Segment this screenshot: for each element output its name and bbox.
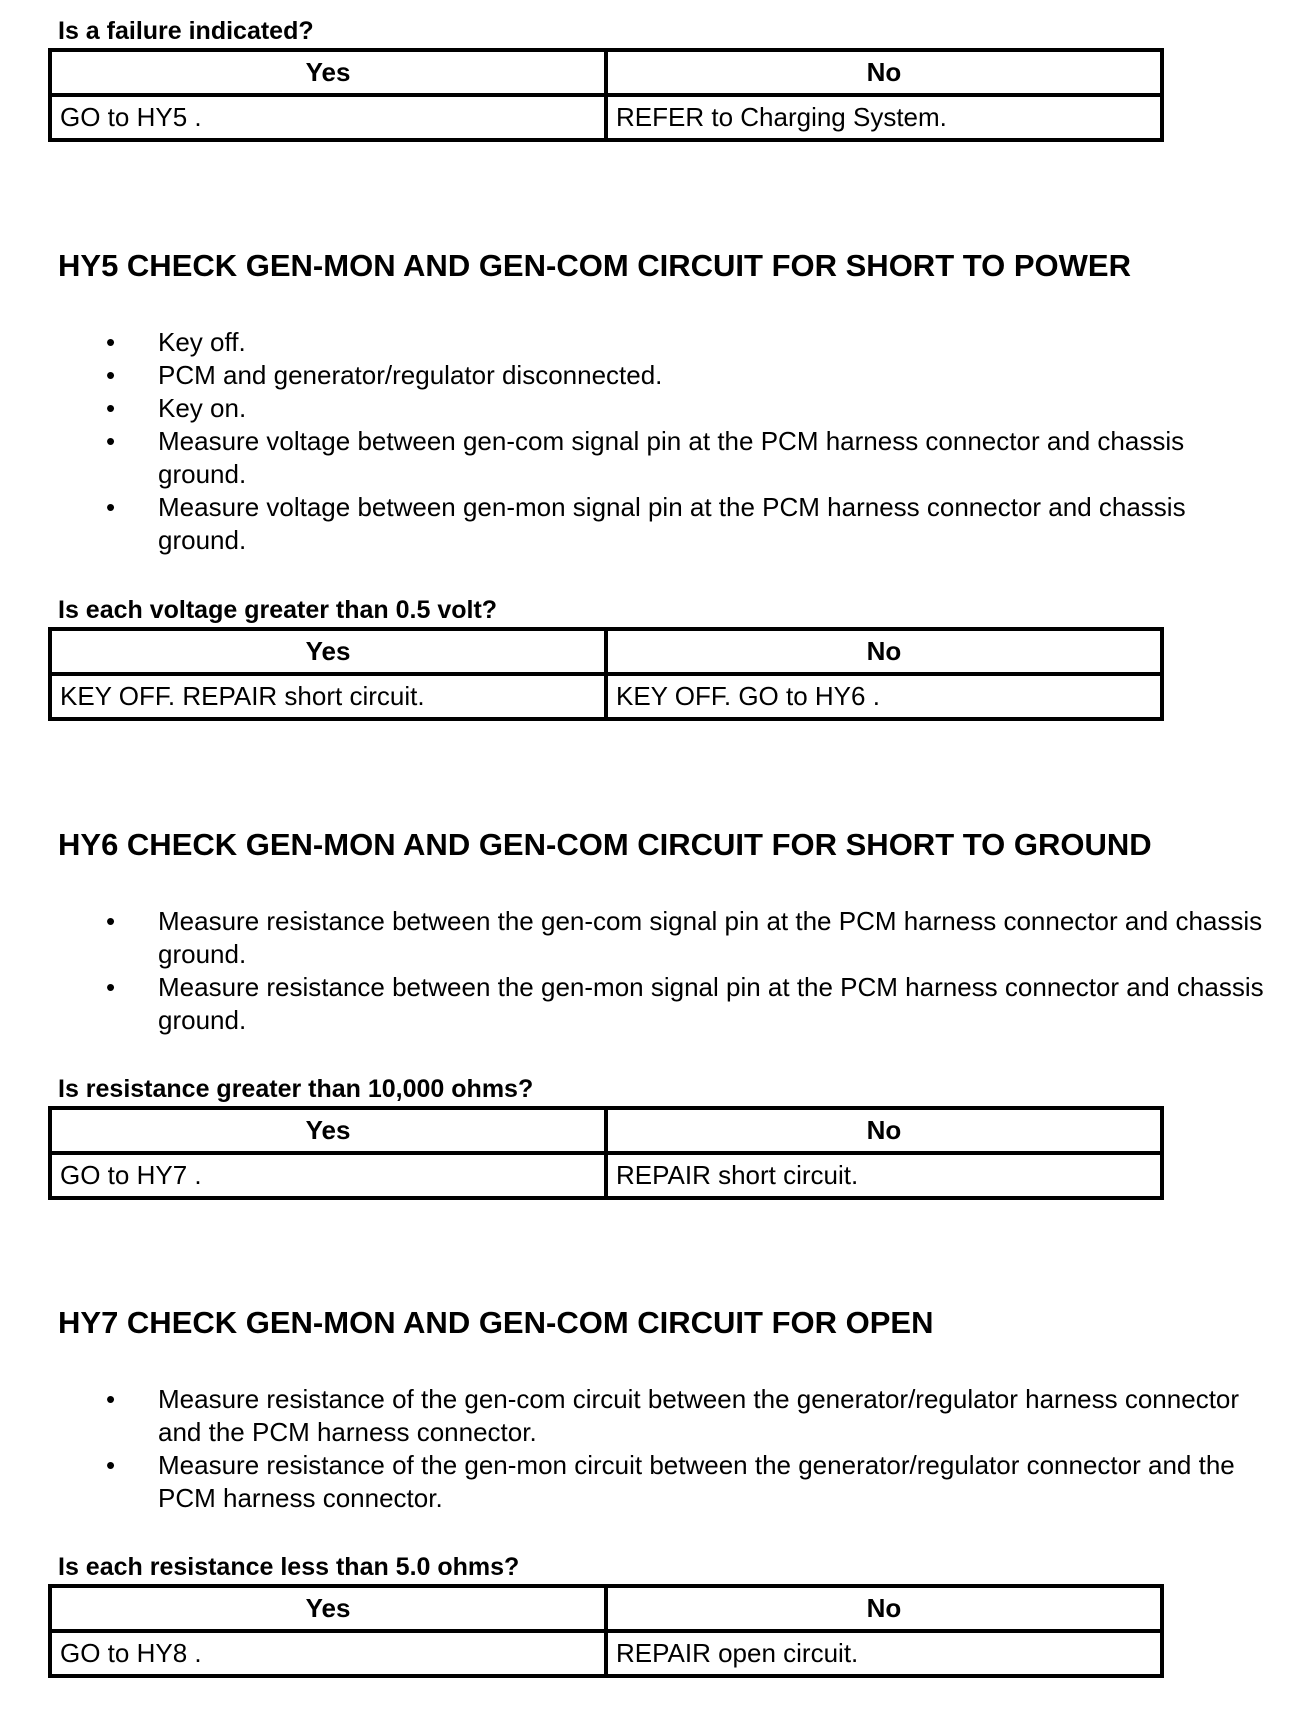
question-voltage: Is each voltage greater than 0.5 volt?	[58, 596, 498, 624]
steps-hy7	[98, 1383, 1268, 1515]
step-item: • Measure resistance of the gen-mon circuit between the generator/regulator connector and the PCM harness connector.	[98, 1449, 1268, 1515]
no-header: No	[606, 1586, 1162, 1631]
steps-hy6	[98, 905, 1268, 1037]
yes-header: Yes	[50, 629, 606, 674]
no-action: REPAIR short circuit.	[606, 1153, 1162, 1198]
no-action: REFER to Charging System.	[606, 95, 1162, 140]
yes-header: Yes	[50, 1108, 606, 1153]
no-action: KEY OFF. GO to HY6 .	[606, 674, 1162, 719]
step-item: • Measure voltage between gen-mon signal pin at the PCM harness connector and chassis ground.	[98, 491, 1268, 557]
yes-action: KEY OFF. REPAIR short circuit.	[50, 674, 606, 719]
step-item: • Measure resistance of the gen-com circuit between the generator/regulator harness connector and the PCM harness connector.	[98, 1383, 1268, 1449]
step-item: • Measure voltage between gen-com signal pin at the PCM harness connector and chassis ground.	[98, 425, 1268, 491]
decision-table-hy6	[48, 1106, 1164, 1200]
yes-action: GO to HY8 .	[50, 1631, 606, 1676]
heading-hy6: HY6 CHECK GEN-MON AND GEN-COM CIRCUIT FOR SHORT TO GROUND	[58, 827, 1152, 862]
steps-hy5	[98, 326, 1268, 557]
step-item: • Measure resistance between the gen-mon signal pin at the PCM harness connector and chassis ground.	[98, 971, 1268, 1037]
question-each-resistance: Is each resistance less than 5.0 ohms?	[58, 1553, 520, 1581]
no-header: No	[606, 629, 1162, 674]
question-failure-indicated: Is a failure indicated?	[58, 17, 314, 45]
yes-action: GO to HY5 .	[50, 95, 606, 140]
no-header: No	[606, 1108, 1162, 1153]
heading-hy7: HY7 CHECK GEN-MON AND GEN-COM CIRCUIT FOR OPEN	[58, 1305, 934, 1340]
step-item: • Measure resistance between the gen-com signal pin at the PCM harness connector and chassis ground.	[98, 905, 1268, 971]
step-item: • PCM and generator/regulator disconnected.	[98, 359, 1268, 392]
yes-header: Yes	[50, 1586, 606, 1631]
question-resistance: Is resistance greater than 10,000 ohms?	[58, 1075, 534, 1103]
decision-table-hy7	[48, 1584, 1164, 1678]
decision-table-hy5	[48, 627, 1164, 721]
decision-table-failure	[48, 48, 1164, 142]
yes-action: GO to HY7 .	[50, 1153, 606, 1198]
no-header: No	[606, 50, 1162, 95]
no-action: REPAIR open circuit.	[606, 1631, 1162, 1676]
heading-hy5: HY5 CHECK GEN-MON AND GEN-COM CIRCUIT FOR SHORT TO POWER	[58, 248, 1131, 283]
yes-header: Yes	[50, 50, 606, 95]
step-item: • Key on.	[98, 392, 1268, 425]
step-item: • Key off.	[98, 326, 1268, 359]
